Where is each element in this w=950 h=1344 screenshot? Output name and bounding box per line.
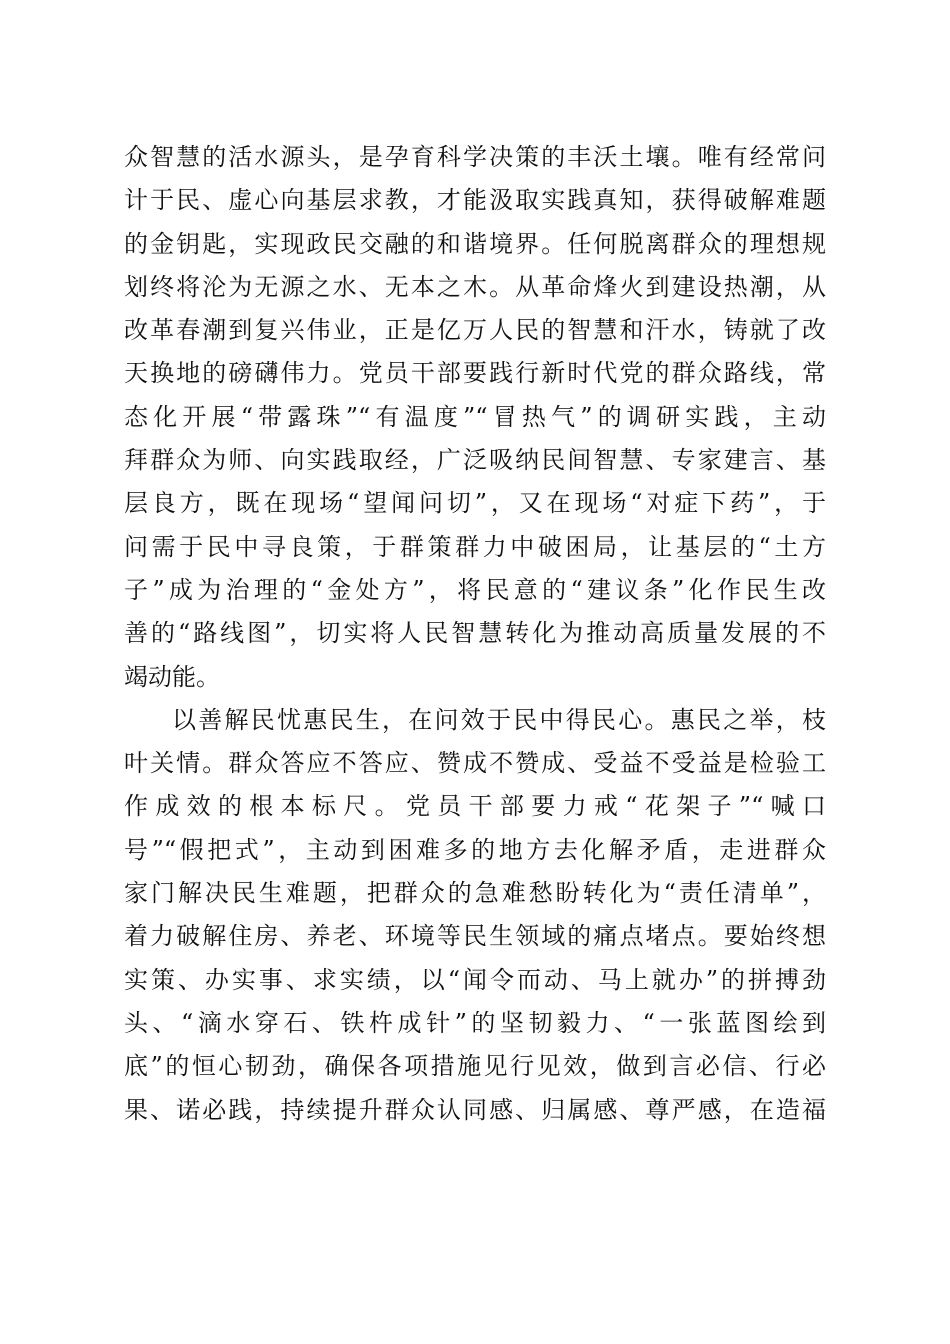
text-line: 众智慧的活水源头，是孕育科学决策的丰沃土壤。唯有经常问 <box>124 143 826 171</box>
text-line: 号”“假把式”，主动到困难多的地方去化解矛盾，走进群众 <box>124 835 826 864</box>
text-line: 态化开展“带露珠”“有温度”“冒热气”的调研实践，主动 <box>124 402 826 431</box>
text-line: 实策、办实事、求实绩，以“闻令而动、马上就办”的拼搏劲 <box>124 965 826 994</box>
text-line: 果、诺必践，持续提升群众认同感、归属感、尊严感，在造福 <box>124 1095 826 1124</box>
text-line: 改革春潮到复兴伟业，正是亿万人民的智慧和汗水，铸就了改 <box>124 316 826 345</box>
text-line: 拜群众为师、向实践取经，广泛吸纳民间智慧、专家建言、基 <box>124 446 826 475</box>
text-line: 善的“路线图”，切实将人民智慧转化为推动高质量发展的不 <box>124 619 826 648</box>
text-line: 天换地的磅礴伟力。党员干部要践行新时代党的群众路线，常 <box>124 359 826 388</box>
text-line: 头、“滴水穿石、铁杵成针”的坚韧毅力、“一张蓝图绘到 <box>124 1008 826 1037</box>
document-body <box>124 136 826 1132</box>
text-line: 叶关情。群众答应不答应、赞成不赞成、受益不受益是检验工 <box>124 749 826 778</box>
paragraph-1 <box>124 136 826 699</box>
text-line: 计于民、虚心向基层求教，才能汲取实践真知，获得破解难题 <box>124 186 826 215</box>
text-line: 竭动能。 <box>124 662 220 691</box>
text-line: 底”的恒心韧劲，确保各项措施见行见效，做到言必信、行必 <box>124 1052 826 1081</box>
text-line: 问需于民中寻良策，于群策群力中破困局，让基层的“土方 <box>124 532 826 561</box>
text-line: 着力破解住房、养老、环境等民生领域的痛点堵点。要始终想 <box>124 922 826 951</box>
text-line: 层良方，既在现场“望闻问切”，又在现场“对症下药”，于 <box>124 489 826 518</box>
text-line: 家门解决民生难题，把群众的急难愁盼转化为“责任清单”， <box>124 879 826 908</box>
text-line: 子”成为治理的“金处方”，将民意的“建议条”化作民生改 <box>124 575 826 604</box>
text-line: 作成效的根本标尺。党员干部要力戒“花架子”“喊口 <box>124 792 826 821</box>
text-line: 以善解民忧惠民生，在问效于民中得民心。惠民之举，枝 <box>172 705 826 734</box>
text-line: 划终将沦为无源之水、无本之木。从革命烽火到建设热潮，从 <box>124 272 826 301</box>
paragraph-2 <box>124 699 826 1132</box>
text-line: 的金钥匙，实现政民交融的和谐境界。任何脱离群众的理想规 <box>124 229 826 258</box>
